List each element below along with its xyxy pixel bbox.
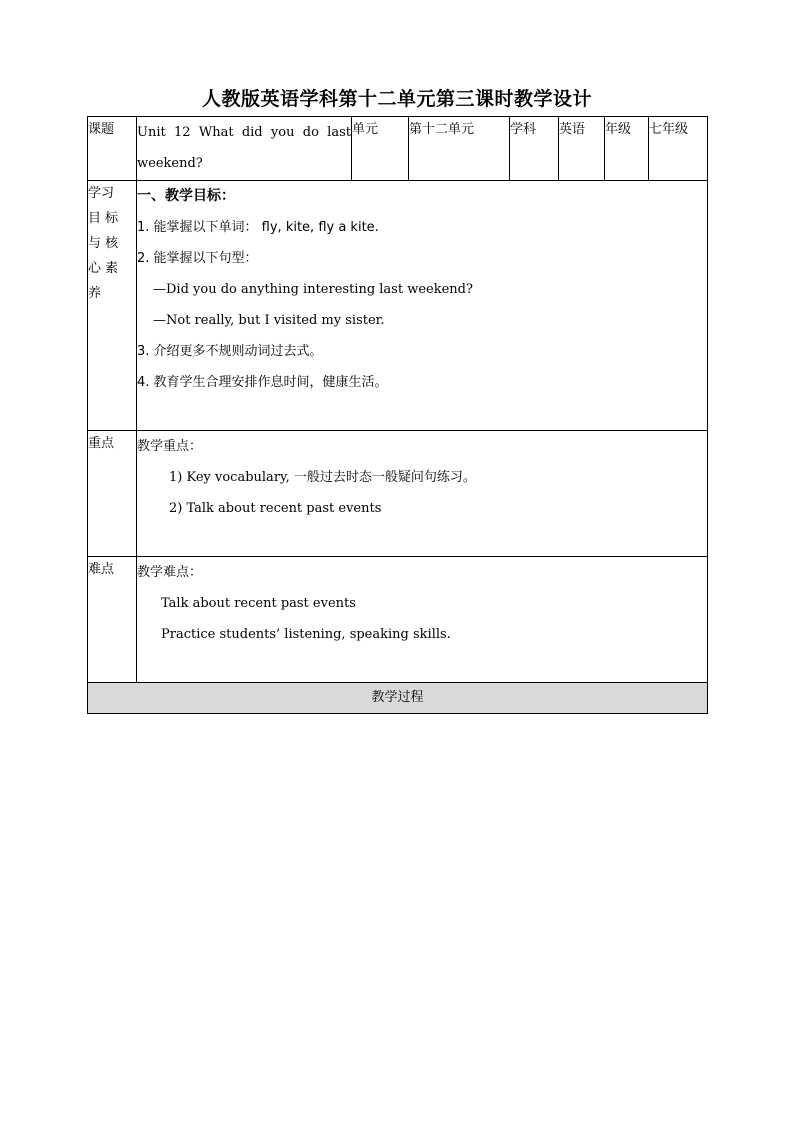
unit-value: 第十二单元 <box>409 117 510 181</box>
objectives-label <box>88 181 137 431</box>
page-title: 人教版英语学科第十二单元第三课时教学设计 <box>201 88 592 110</box>
key-point-1: 1) Key vocabulary, 一般过去时态一般疑问句练习。 <box>169 470 476 485</box>
objectives-row <box>88 181 708 431</box>
difficulties-content <box>137 557 708 683</box>
header-row <box>88 117 708 181</box>
objective-item-3: 3. 介绍更多不规则动词过去式。 <box>137 344 323 359</box>
difficulty-2: Practice students’ listening, speaking skills. <box>161 627 451 642</box>
key-points-row <box>88 431 708 557</box>
objective-item-4: 4. 教育学生合理安排作息时间，健康生活。 <box>137 375 388 390</box>
objectives-heading: 一、教学目标： <box>137 188 235 204</box>
difficulties-heading: 教学难点： <box>137 565 203 580</box>
objectives-content <box>137 181 708 431</box>
difficulty-1: Talk about recent past events <box>161 596 356 611</box>
difficulties-label: 难点 <box>88 557 137 683</box>
objectives-label-line: 学习 <box>88 186 115 201</box>
process-row <box>88 683 708 714</box>
lesson-plan-table <box>87 116 708 714</box>
key-point-2: 2) Talk about recent past events <box>169 501 382 516</box>
objective-item-1: 1. 能掌握以下单词： fly, kite, fly a kite. <box>137 220 379 235</box>
grade-label: 年级 <box>605 117 649 181</box>
topic-line-1: Unit 12 What did you do last <box>137 125 351 140</box>
topic-label: 课题 <box>88 117 137 181</box>
key-points-content <box>137 431 708 557</box>
objectives-label-line: 与 核 <box>88 236 119 251</box>
unit-label: 单元 <box>352 117 409 181</box>
topic-line-2: weekend? <box>137 156 203 171</box>
key-points-heading: 教学重点： <box>137 439 203 454</box>
objectives-label-line: 养 <box>88 286 102 301</box>
teaching-process-heading: 教学过程 <box>88 683 708 714</box>
subject-label: 学科 <box>510 117 559 181</box>
grade-value: 七年级 <box>649 117 708 181</box>
objective-item-2: 2. 能掌握以下句型： <box>137 251 258 266</box>
objectives-label-line: 目 标 <box>88 211 119 226</box>
subject-value: 英语 <box>559 117 605 181</box>
objectives-label-line: 心 素 <box>88 261 119 276</box>
sentence-pattern-1: —Did you do anything interesting last weekend? <box>153 282 473 297</box>
difficulties-row <box>88 557 708 683</box>
sentence-pattern-2: —Not really, but I visited my sister. <box>153 313 385 328</box>
topic-value <box>137 117 352 181</box>
key-points-label: 重点 <box>88 431 137 557</box>
